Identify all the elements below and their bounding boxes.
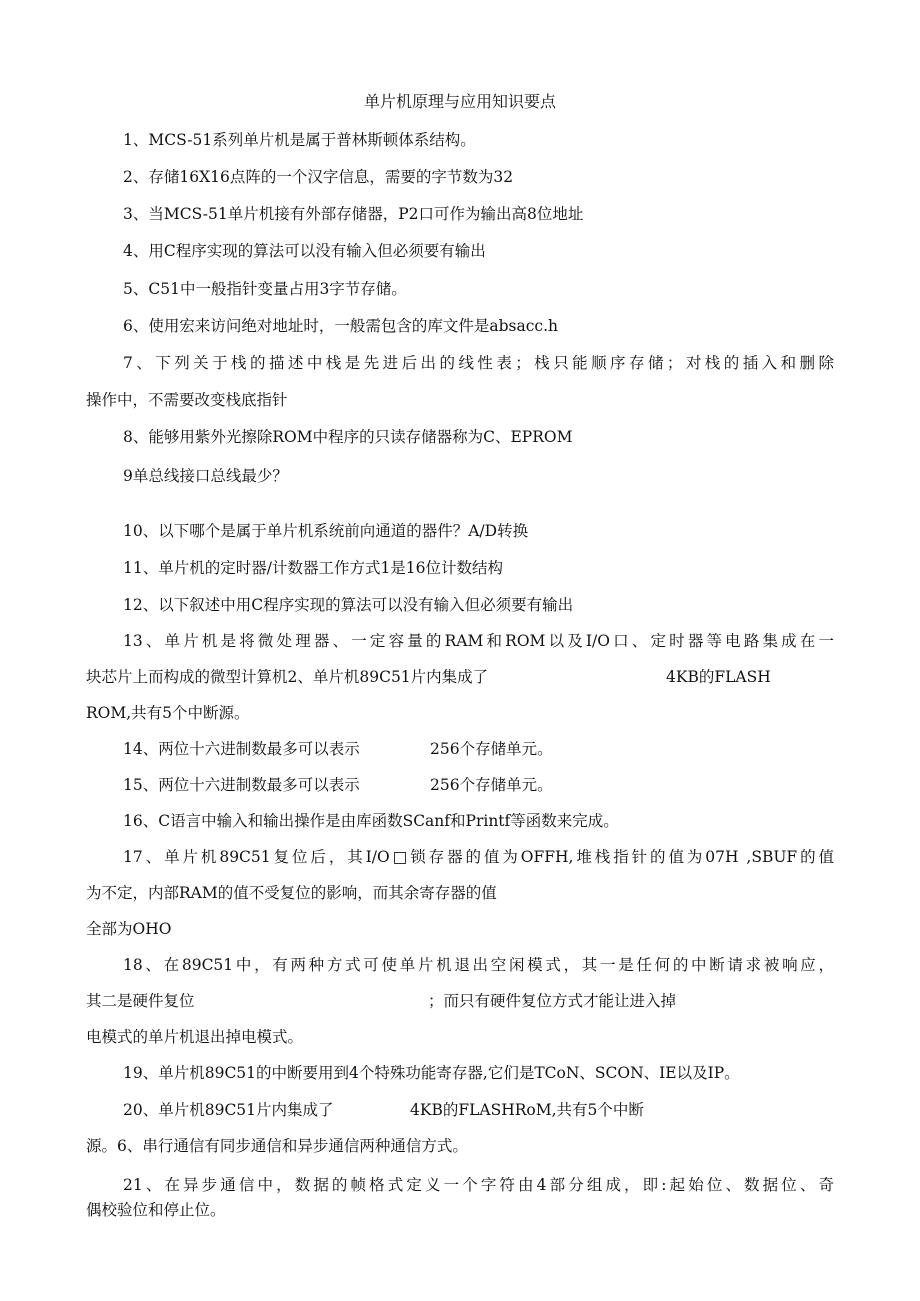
item-20-line-1-part-2: 4KB的FLASHRoM,共有5个中断 xyxy=(410,1101,644,1119)
item-13-line-1: 13、单片机是将微处理器、一定容量的RAM和ROM以及I/O口、定时器等电路集成在一 xyxy=(123,632,834,650)
item-2: 2、存储16X16点阵的一个汉字信息，需要的字节数为32 xyxy=(123,168,514,186)
item-10: 10、以下哪个是属于单片机系统前向通道的器件？A/D转换 xyxy=(123,522,529,540)
item-17-line-1: 17、单片机89C51复位后，其I/O□锁存器的值为OFFH,堆栈指针的值为07H ,SBUF的值 xyxy=(123,848,834,866)
item-1: 1、MCS-51系列单片机是属于普林斯顿体系结构。 xyxy=(123,131,476,149)
item-7-line-1: 7、下列关于栈的描述中栈是先进后出的线性表；栈只能顺序存储；对栈的插入和删除 xyxy=(123,354,834,372)
item-14-part-1: 14、两位十六进制数最多可以表示 xyxy=(123,740,360,758)
item-20-line-1-part-1: 20、单片机89C51片内集成了 xyxy=(123,1101,334,1119)
item-21-line-1: 21、在异步通信中，数据的帧格式定义一个字符由4部分组成，即:起始位、数据位、奇 xyxy=(123,1176,834,1194)
item-4: 4、用C程序实现的算法可以没有输入但必须要有输出 xyxy=(123,242,486,260)
item-13-line-2-part-1: 块芯片上而构成的微型计算机2、单片机89C51片内集成了 xyxy=(86,668,489,686)
item-8: 8、能够用紫外光擦除ROM中程序的只读存储器称为C、EPROM xyxy=(123,428,573,446)
page-title: 单片机原理与应用知识要点 xyxy=(363,92,556,111)
item-15-part-1: 15、两位十六进制数最多可以表示 xyxy=(123,776,360,794)
item-21-line-2: 偶校验位和停止位。 xyxy=(86,1201,226,1219)
item-14-part-2: 256个存储单元。 xyxy=(430,740,553,758)
item-20-line-2: 源。6、串行通信有同步通信和异步通信两种通信方式。 xyxy=(86,1137,468,1155)
item-16: 16、C语言中输入和输出操作是由库函数SCanf和Printf等函数来完成。 xyxy=(123,812,619,830)
item-19: 19、单片机89C51的中断要用到4个特殊功能寄存器,它们是TCoN、SCON、IE以及IP。 xyxy=(123,1064,740,1082)
item-5: 5、C51中一般指针变量占用3字节存储。 xyxy=(123,280,407,298)
item-12: 12、以下叙述中用C程序实现的算法可以没有输入但必须要有输出 xyxy=(123,596,574,614)
item-18-line-2-part-2: ；而只有硬件复位方式才能让进入掉 xyxy=(428,992,677,1010)
item-18-line-1: 18、在89C51中，有两种方式可使单片机退出空闲模式，其一是任何的中断请求被响应， xyxy=(123,956,834,974)
item-6: 6、使用宏来访问绝对地址时，一般需包含的库文件是absacc.h xyxy=(123,317,558,335)
item-17-line-2: 为不定，内部RAM的值不受复位的影响，而其余寄存器的值 xyxy=(86,884,497,902)
item-9: 9单总线接口总线最少？ xyxy=(123,467,288,485)
item-13-line-3: ROM,共有5个中断源。 xyxy=(86,704,250,722)
item-3: 3、当MCS-51单片机接有外部存储器，P2口可作为输出高8位地址 xyxy=(123,205,584,223)
item-15-part-2: 256个存储单元。 xyxy=(430,776,553,794)
item-18-line-2-part-1: 其二是硬件复位 xyxy=(86,992,195,1010)
item-13-line-2-part-2: 4KB的FLASH xyxy=(666,668,771,686)
item-17-line-3: 全部为OHO xyxy=(86,920,172,938)
item-7-line-2: 操作中，不需要改变栈底指针 xyxy=(86,391,288,409)
item-11: 11、单片机的定时器/计数器工作方式1是16位计数结构 xyxy=(123,559,504,577)
item-18-line-3: 电模式的单片机退出掉电模式。 xyxy=(86,1028,304,1046)
